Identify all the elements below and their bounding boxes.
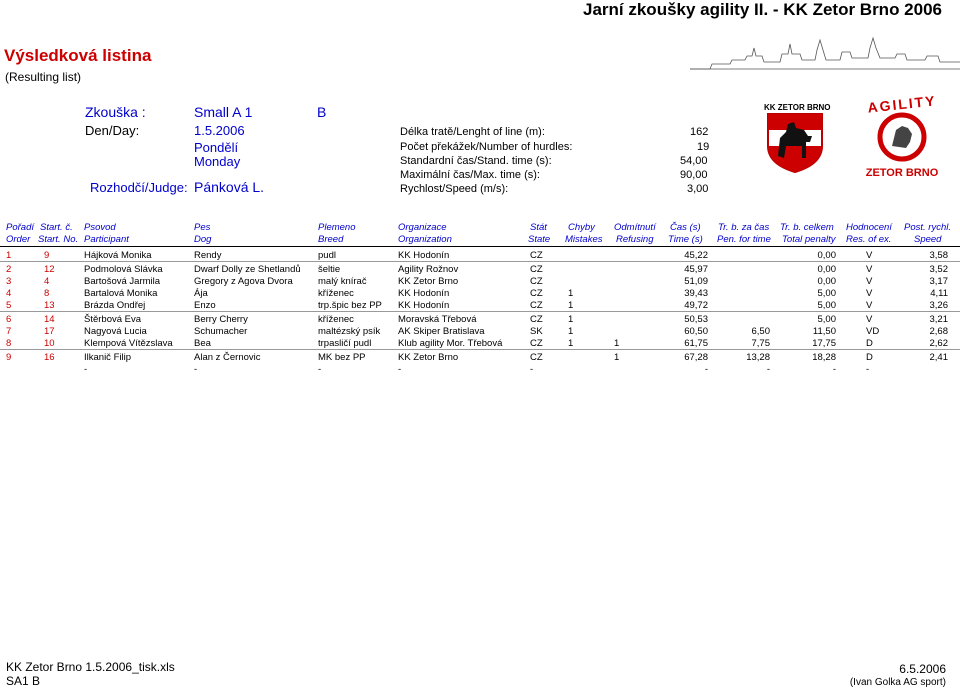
cell-order: 9 <box>6 352 12 363</box>
cell-mistakes: 1 <box>568 326 574 337</box>
cell-dog: Rendy <box>194 250 222 261</box>
cell-time: 45,22 <box>684 250 708 261</box>
table-row <box>0 364 960 377</box>
cell-order: 1 <box>6 250 12 261</box>
cell-mistakes: 1 <box>568 300 574 311</box>
agility-logo <box>862 92 942 188</box>
zkouska-label: Zkouška : <box>85 104 146 120</box>
document-subtitle: Výsledková listina <box>4 46 152 65</box>
cell-state: CZ <box>530 338 543 349</box>
cell-breed: pudl <box>318 250 336 261</box>
cell-dog: Berry Cherry <box>194 314 248 325</box>
cell-order: 8 <box>6 338 12 349</box>
cell-speed: 3,17 <box>929 276 948 287</box>
col-header-cz-organization: Organizace <box>398 222 447 233</box>
cell-organization: AK Skiper Bratislava <box>398 326 485 337</box>
judge-name: Pánková L. <box>194 179 265 195</box>
cell-total-penalty: 11,50 <box>812 326 836 337</box>
cell-participant: Nagyová Lucia <box>84 326 147 337</box>
cell-speed: 3,52 <box>929 264 948 275</box>
hurdles-value: 19 <box>697 141 710 153</box>
col-header-cz-time: Čas (s) <box>670 222 701 233</box>
line-length-value: 162 <box>690 126 709 138</box>
cell-organization: Klub agility Mor. Třebová <box>398 338 503 349</box>
cell-order: 6 <box>6 314 12 325</box>
cell-state: CZ <box>530 288 543 299</box>
cell-speed: 4,11 <box>930 288 948 299</box>
cell-start-no: 8 <box>44 288 50 299</box>
cell-time: 45,97 <box>684 264 708 275</box>
col-header-en-state: State <box>528 234 551 245</box>
weekday-cz: Pondělí <box>194 140 239 155</box>
cell-result: V <box>866 276 873 287</box>
club-logo-text: KK ZETOR BRNO <box>764 103 831 112</box>
max-time-label: Maximální čas/Max. time (s): <box>400 169 540 181</box>
cell-result: V <box>866 288 873 299</box>
col-header-en-mistakes: Mistakes <box>565 234 603 245</box>
cell-start-no: 17 <box>44 326 55 337</box>
cell-participant: - <box>84 364 88 375</box>
cell-pen-for-time: 6,50 <box>751 326 770 337</box>
cell-mistakes: 1 <box>568 338 574 349</box>
col-header-en-breed: Breed <box>318 234 344 245</box>
agility-logo-text: AGILITY <box>866 92 938 116</box>
cell-state: CZ <box>530 276 543 287</box>
cell-total-penalty: 17,75 <box>812 338 836 349</box>
cell-time: 49,72 <box>684 300 708 311</box>
cell-start-no: 14 <box>44 314 55 325</box>
cell-start-no: 16 <box>44 352 55 363</box>
footer-sheet: SA1 B <box>6 674 41 688</box>
col-header-en-pen-for-time: Pen. for time <box>717 234 771 245</box>
max-time-value: 90,00 <box>680 169 708 181</box>
footer-file: KK Zetor Brno 1.5.2006_tisk.xls <box>6 660 175 674</box>
cell-result: D <box>866 338 873 349</box>
col-header-cz-dog: Pes <box>194 222 211 233</box>
cell-state: CZ <box>530 250 543 261</box>
cell-time: 39,43 <box>684 288 708 299</box>
cell-result: V <box>866 250 873 261</box>
cell-state: CZ <box>530 314 543 325</box>
cell-mistakes: 1 <box>568 288 574 299</box>
cell-organization: KK Hodonín <box>398 250 450 261</box>
cell-order: 3 <box>6 276 12 287</box>
cell-breed: kříženec <box>318 314 354 325</box>
cell-total-penalty: 18,28 <box>812 352 836 363</box>
cell-time: 50,53 <box>684 314 708 325</box>
cell-state: CZ <box>530 300 543 311</box>
cell-time: 51,09 <box>684 276 708 287</box>
col-header-en-speed: Speed <box>914 234 942 245</box>
line-length-label: Délka tratě/Lenght of line (m): <box>400 126 545 138</box>
hurdles-label: Počet překážek/Number of hurdles: <box>400 141 573 153</box>
cell-participant: Štěrbová Eva <box>84 314 142 325</box>
col-header-cz-participant: Psovod <box>84 222 116 233</box>
cell-participant: Bartošová Jarmila <box>84 276 161 287</box>
cell-total-penalty: 0,00 <box>817 264 836 275</box>
cell-organization: KK Hodonín <box>398 300 450 311</box>
std-time-label: Standardní čas/Stand. time (s): <box>400 155 552 167</box>
col-header-en-start-no: Start. No. <box>38 234 79 245</box>
city-skyline-image <box>690 36 960 70</box>
col-header-en-order: Order <box>6 234 31 245</box>
cell-organization: Moravská Třebová <box>398 314 477 325</box>
document-subtitle-en: (Resulting list) <box>5 70 82 84</box>
speed-value: 3,00 <box>687 183 709 195</box>
cell-breed: MK bez PP <box>318 352 366 363</box>
cell-start-no: 10 <box>44 338 55 349</box>
agility-dog-icon <box>862 112 942 162</box>
zkouska-value: Small A 1 <box>194 104 253 120</box>
cell-speed: 2,41 <box>929 352 948 363</box>
cell-start-no: 13 <box>44 300 55 311</box>
cell-state: - <box>530 364 534 375</box>
zetor-logo-text: ZETOR BRNO <box>865 167 939 179</box>
cell-order: 4 <box>6 288 12 299</box>
cell-order: 7 <box>6 326 12 337</box>
cell-start-no: 4 <box>44 276 50 287</box>
row-group-divider <box>0 261 960 262</box>
cell-total-penalty: 0,00 <box>817 250 836 261</box>
cell-result: V <box>866 264 873 275</box>
cell-result: V <box>866 314 873 325</box>
club-logo <box>764 103 831 175</box>
cell-state: SK <box>530 326 543 337</box>
header-divider <box>0 246 960 247</box>
cell-result: D <box>866 352 873 363</box>
col-header-en-participant: Participant <box>84 234 129 245</box>
judge-label: Rozhodčí/Judge: <box>90 180 188 195</box>
cell-time: - <box>704 364 708 375</box>
cell-dog: Ája <box>194 288 208 299</box>
cell-participant: Klempová Vítězslava <box>84 338 173 349</box>
std-time-value: 54,00 <box>680 155 708 167</box>
cell-total-penalty: 5,00 <box>817 314 836 325</box>
col-header-cz-pen-for-time: Tr. b. za čas <box>718 222 770 233</box>
cell-participant: Brázda Ondřej <box>84 300 146 311</box>
cell-organization: KK Zetor Brno <box>398 352 459 363</box>
cell-total-penalty: - <box>832 364 836 375</box>
col-header-cz-order: Pořadí <box>6 222 34 233</box>
page-title: Jarní zkoušky agility II. - KK Zetor Brno 2006 <box>583 0 942 19</box>
cell-time: 67,28 <box>684 352 708 363</box>
col-header-en-time: Time (s) <box>668 234 703 245</box>
weekday-en: Monday <box>194 154 241 169</box>
cell-breed: trp.špic bez PP <box>318 300 382 311</box>
cell-breed: - <box>318 364 322 375</box>
cell-dog: Alan z Černovic <box>194 352 261 363</box>
cell-mistakes: 1 <box>568 314 574 325</box>
cell-pen-for-time: 13,28 <box>746 352 770 363</box>
col-header-en-refusing: Refusing <box>616 234 654 245</box>
cell-breed: malý knírač <box>318 276 367 287</box>
cell-time: 60,50 <box>684 326 708 337</box>
cell-speed: 2,62 <box>929 338 948 349</box>
cell-time: 61,75 <box>684 338 708 349</box>
cell-dog: Bea <box>194 338 211 349</box>
footer-date: 6.5.2006 <box>899 662 946 676</box>
cell-speed: 3,21 <box>929 314 948 325</box>
cell-breed: kříženec <box>318 288 354 299</box>
cell-speed: 3,26 <box>929 300 948 311</box>
day-label: Den/Day: <box>85 123 140 138</box>
club-shield-icon <box>764 112 826 174</box>
cell-dog: Enzo <box>194 300 216 311</box>
cell-pen-for-time: 7,75 <box>751 338 770 349</box>
cell-organization: Agility Rožnov <box>398 264 459 275</box>
col-header-en-organization: Organization <box>398 234 452 245</box>
cell-refusing: 1 <box>614 338 620 349</box>
cell-result: - <box>866 364 870 375</box>
col-header-cz-breed: Plemeno <box>318 222 356 233</box>
cell-participant: Ilkanič Filip <box>84 352 131 363</box>
speed-label: Rychlost/Speed (m/s): <box>400 183 509 195</box>
cell-total-penalty: 5,00 <box>817 288 836 299</box>
cell-participant: Bartalová Monika <box>84 288 158 299</box>
cell-organization: KK Zetor Brno <box>398 276 459 287</box>
cell-order: 5 <box>6 300 12 311</box>
cell-speed: 3,58 <box>929 250 948 261</box>
zkouska-grade: B <box>317 104 327 120</box>
cell-total-penalty: 0,00 <box>817 276 836 287</box>
cell-pen-for-time: - <box>766 364 770 375</box>
row-group-divider <box>0 349 960 350</box>
cell-total-penalty: 5,00 <box>817 300 836 311</box>
cell-speed: 2,68 <box>929 326 948 337</box>
cell-dog: Gregory z Agova Dvora <box>194 276 293 287</box>
cell-result: V <box>866 300 873 311</box>
cell-start-no: 12 <box>44 264 55 275</box>
row-group-divider <box>0 311 960 312</box>
cell-state: CZ <box>530 264 543 275</box>
cell-dog: Dwarf Dolly ze Shetlandů <box>194 264 301 275</box>
col-header-cz-state: Stát <box>530 222 547 233</box>
col-header-cz-mistakes: Chyby <box>568 222 595 233</box>
footer-author: (Ivan Golka AG sport) <box>849 677 946 688</box>
col-header-cz-speed: Post. rychl. <box>904 222 951 233</box>
cell-result: VD <box>866 326 880 337</box>
cell-breed: trpasličí pudl <box>318 338 372 349</box>
cell-breed: šeltie <box>318 264 341 275</box>
cell-participant: Podmolová Slávka <box>84 264 163 275</box>
cell-organization: KK Hodonín <box>398 288 450 299</box>
col-header-cz-result: Hodnocení <box>846 222 892 233</box>
date-value: 1.5.2006 <box>194 123 245 138</box>
cell-participant: Hájková Monika <box>84 250 152 261</box>
cell-dog: - <box>194 364 198 375</box>
cell-organization: - <box>398 364 402 375</box>
col-header-en-dog: Dog <box>194 234 212 245</box>
col-header-en-result: Res. of ex. <box>846 234 892 245</box>
cell-order: 2 <box>6 264 12 275</box>
cell-refusing: 1 <box>614 352 620 363</box>
col-header-cz-refusing: Odmítnutí <box>614 222 656 233</box>
cell-state: CZ <box>530 352 543 363</box>
col-header-en-total-penalty: Total penalty <box>782 234 836 245</box>
cell-dog: Schumacher <box>194 326 248 337</box>
col-header-cz-total-penalty: Tr. b. celkem <box>780 222 834 233</box>
col-header-cz-start-no: Start. č. <box>40 222 73 233</box>
cell-start-no: 9 <box>44 250 50 261</box>
cell-breed: maltézský psík <box>318 326 381 337</box>
